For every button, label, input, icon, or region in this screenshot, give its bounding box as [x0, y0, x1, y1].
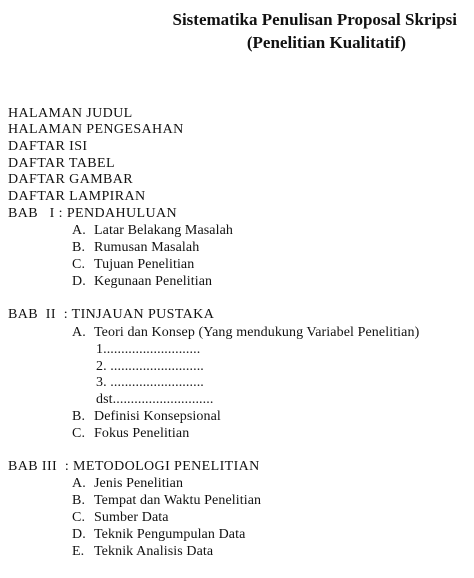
sub-item: 2. .......................... — [96, 359, 204, 374]
item-label: D. — [72, 527, 86, 542]
item-text: Rumusan Masalah — [94, 240, 200, 255]
document-subtitle: (Penelitian Kualitatif) — [246, 33, 406, 52]
front-matter-item: DAFTAR ISI — [8, 139, 88, 154]
item-label: C. — [72, 257, 86, 272]
chapter-item — [72, 273, 212, 290]
item-text: Latar Belakang Masalah — [94, 223, 234, 238]
chapter-heading: BAB III : METODOLOGI PENELITIAN — [8, 459, 260, 474]
chapter-item — [72, 256, 194, 273]
item-label: B. — [72, 493, 86, 508]
item-label: E. — [72, 544, 85, 559]
item-text: Fokus Penelitian — [94, 426, 190, 441]
front-matter-item: HALAMAN JUDUL — [8, 106, 133, 121]
item-text: Sumber Data — [94, 510, 169, 525]
chapter-item — [72, 475, 183, 492]
item-label: C. — [72, 426, 86, 441]
chapter-item — [72, 239, 199, 256]
front-matter-item: DAFTAR TABEL — [8, 156, 115, 171]
sub-item: 3. .......................... — [96, 375, 204, 390]
chapter-heading: BAB II : TINJAUAN PUSTAKA — [8, 307, 215, 322]
chapter-item — [72, 408, 221, 425]
item-label: B. — [72, 409, 86, 424]
chapter-item — [72, 222, 233, 239]
item-text: Teori dan Konsep (Yang mendukung Variabel Penelitian) — [94, 325, 420, 340]
item-text: Definisi Konsepsional — [94, 409, 221, 424]
front-matter-item: DAFTAR GAMBAR — [8, 172, 134, 187]
front-matter-item: HALAMAN PENGESAHAN — [8, 122, 184, 137]
chapter-heading: BAB I : PENDAHULUAN — [8, 206, 178, 221]
item-label: B. — [72, 240, 86, 255]
chapter-item — [72, 492, 261, 509]
item-text: Tempat dan Waktu Penelitian — [94, 493, 262, 508]
item-text: Teknik Pengumpulan Data — [94, 527, 246, 542]
chapter-item — [72, 324, 419, 341]
item-text: Jenis Penelitian — [94, 476, 184, 491]
item-label: D. — [72, 274, 86, 289]
sub-item: dst............................ — [96, 392, 214, 407]
chapter-item — [72, 543, 213, 560]
front-matter-item: DAFTAR LAMPIRAN — [8, 189, 146, 204]
chapter-item — [72, 425, 189, 442]
item-label: A. — [72, 476, 86, 491]
item-text: Tujuan Penelitian — [94, 257, 195, 272]
item-text: Kegunaan Penelitian — [94, 274, 213, 289]
document-title: Sistematika Penulisan Proposal Skripsi — [172, 10, 457, 29]
item-text: Teknik Analisis Data — [94, 544, 214, 559]
item-label: A. — [72, 223, 86, 238]
sub-item: 1........................... — [96, 342, 201, 357]
item-label: C. — [72, 510, 86, 525]
chapter-item — [72, 526, 245, 543]
chapter-item — [72, 509, 169, 526]
item-label: A. — [72, 325, 86, 340]
